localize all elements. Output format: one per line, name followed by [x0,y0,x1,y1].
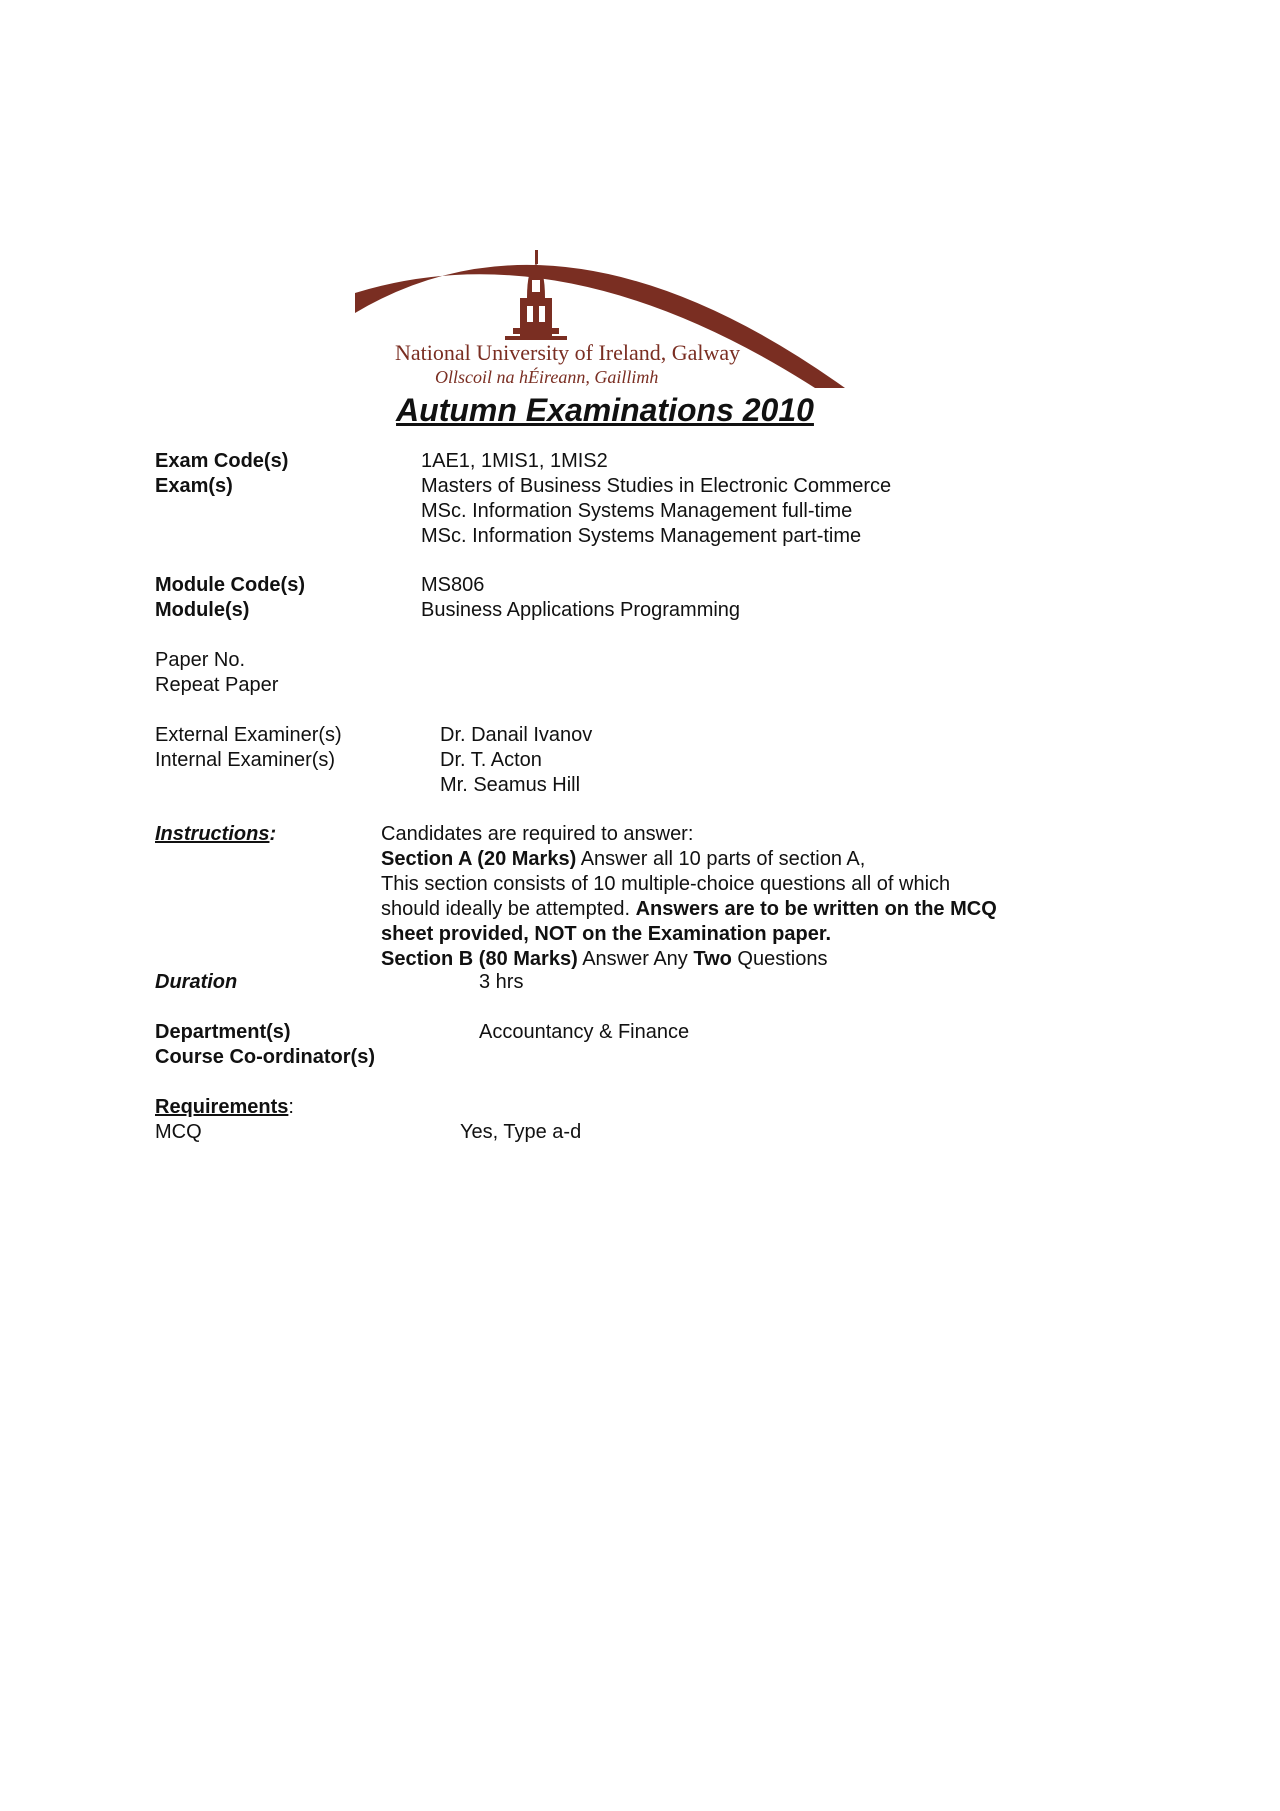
exam-value: MSc. Information Systems Management part-time [421,525,862,547]
instructions-emphasis: Two [693,948,732,970]
internal-examiner-value: Dr. T. Acton [440,749,542,771]
instructions-body [381,822,997,972]
module-codes-label: Module Code(s) [155,574,305,596]
instructions-text: Answer all 10 parts of section A, [576,848,866,870]
department-label: Department(s) [155,1021,291,1043]
logo-university-name-irish: Ollscoil na hÉireann, Gaillimh [435,367,659,387]
exams-values [421,474,891,549]
page-title: Autumn Examinations 2010 [396,392,814,428]
course-coordinator-label: Course Co-ordinator(s) [155,1046,375,1068]
instructions-line [381,947,997,972]
university-quadrangle-tower-icon [355,228,845,388]
duration-label: Duration [155,971,238,993]
modules-value: Business Applications Programming [421,599,741,621]
exam-value: MSc. Information Systems Management full-time [421,500,853,522]
internal-examiner-values [440,748,580,798]
instructions-line [381,897,997,922]
modules-label: Module(s) [155,599,250,621]
university-logo [355,228,845,388]
instructions-label-colon: : [269,823,277,845]
requirements-label [155,1095,294,1120]
requirements-label-text: Requirements [155,1096,289,1118]
exam-codes-label: Exam Code(s) [155,450,289,472]
duration-value: 3 hrs [479,971,524,993]
instructions-line [381,847,997,872]
mcq-value: Yes, Type a-d [460,1121,582,1143]
exams-label: Exam(s) [155,475,233,497]
logo-university-name: National University of Ireland, Galway [395,340,741,365]
section-a-heading: Section A (20 Marks) [381,848,577,870]
department-value: Accountancy & Finance [479,1021,690,1043]
internal-examiner-label: Internal Examiner(s) [155,749,336,771]
external-examiner-value: Dr. Danail Ivanov [440,724,593,746]
module-codes-value: MS806 [421,574,485,596]
mcq-label: MCQ [155,1121,202,1143]
instructions-line: This section consists of 10 multiple-choice questions all of which [381,873,951,895]
instructions-text: Answer Any [577,948,694,970]
instructions-line: sheet provided, NOT on the Examination paper. [381,923,832,945]
requirements-label-colon: : [288,1096,294,1118]
repeat-paper-label: Repeat Paper [155,674,279,696]
instructions-text: should ideally be attempted. [381,898,636,920]
instructions-emphasis: Answers are to be written on the MCQ [635,898,997,920]
instructions-label-text: Instructions [155,823,270,845]
section-b-heading: Section B (80 Marks) [381,948,578,970]
instructions-text: Questions [731,948,828,970]
paper-no-label: Paper No. [155,649,246,671]
external-examiner-label: External Examiner(s) [155,724,342,746]
instructions-label [155,822,276,847]
exam-value: Masters of Business Studies in Electronic Commerce [421,475,892,497]
instructions-line: Candidates are required to answer: [381,823,694,845]
internal-examiner-value: Mr. Seamus Hill [440,774,581,796]
exam-codes-value: 1AE1, 1MIS1, 1MIS2 [421,450,608,472]
